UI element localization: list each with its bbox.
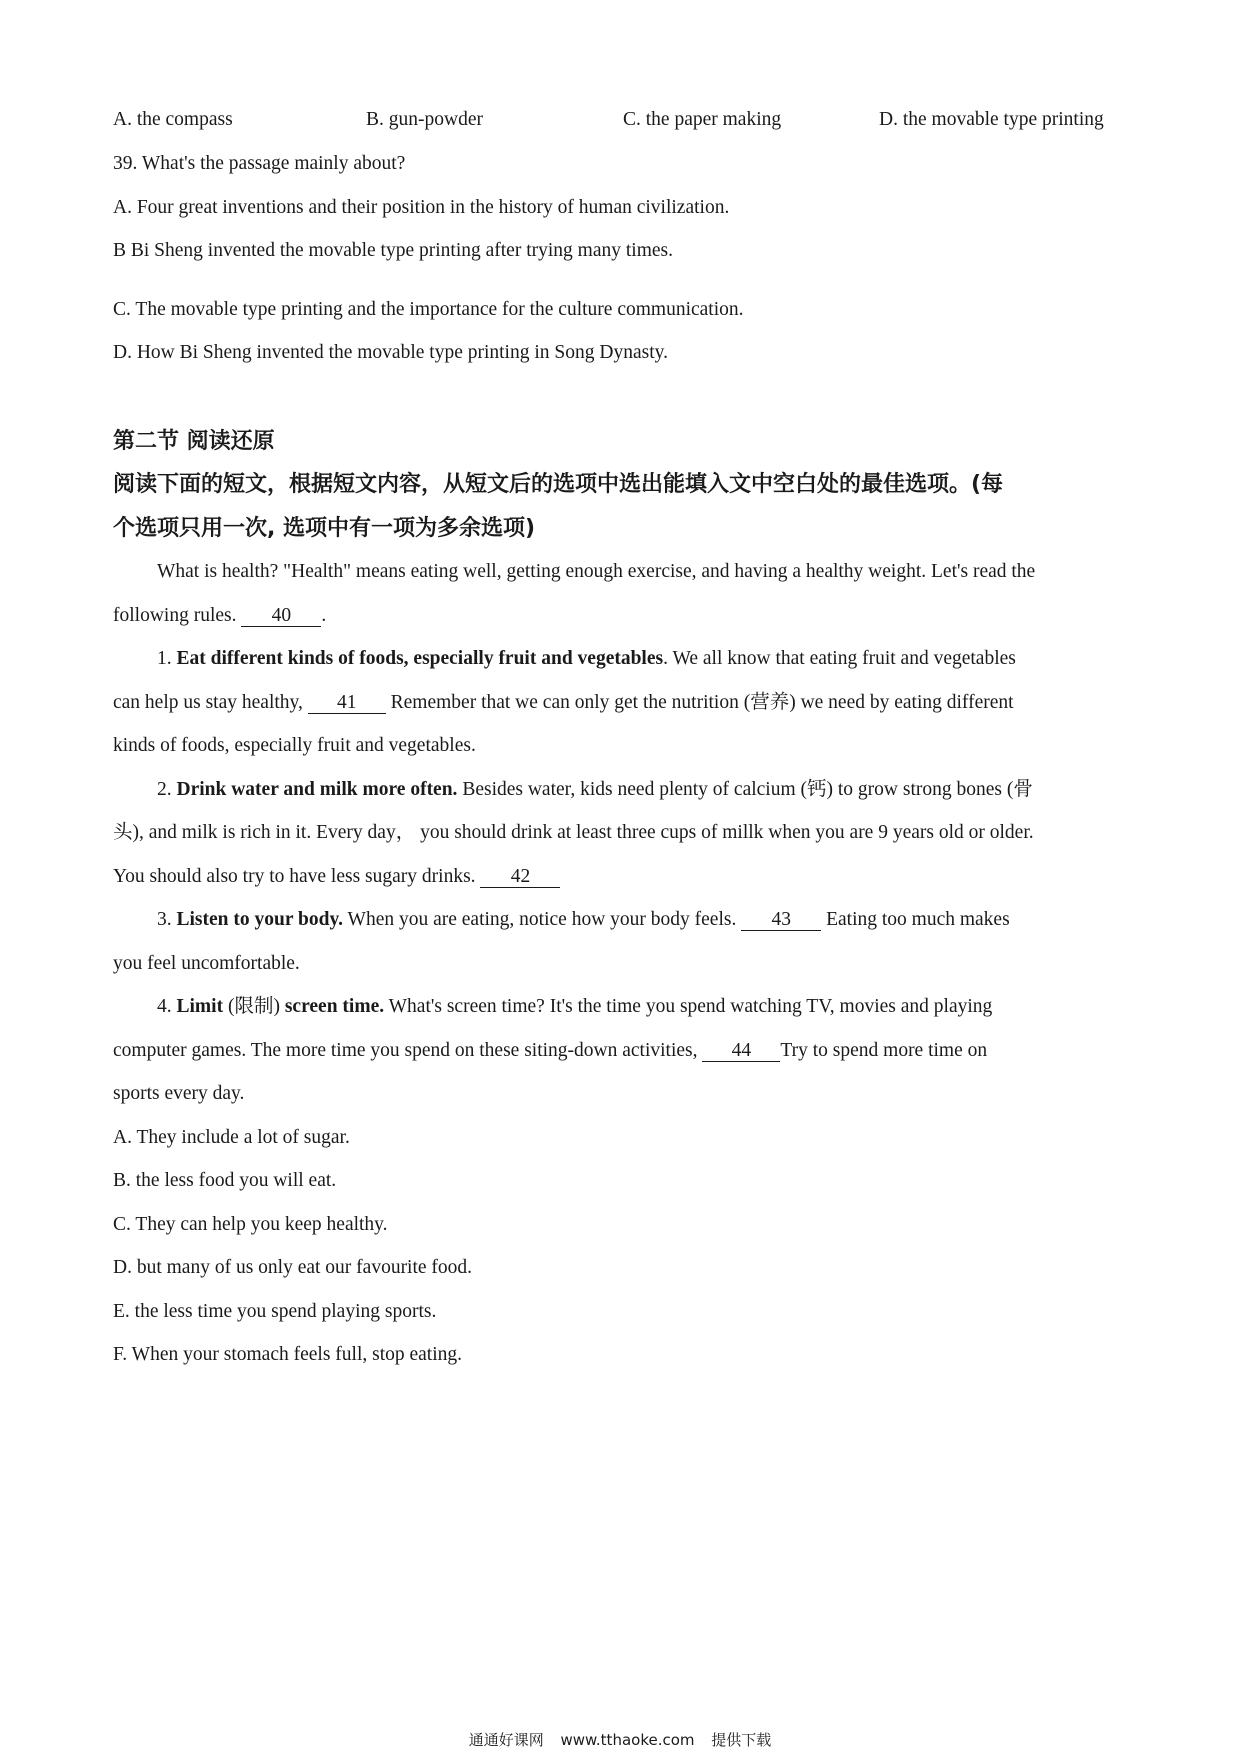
choice-e: E. the less time you spend playing sports. bbox=[113, 1301, 437, 1322]
rule-2-heading: Drink water and milk more often. bbox=[176, 779, 458, 800]
rule-2-line-2: 头), and milk is rich in it. Every day， you should drink at least three cups of millk when you are 9 years old or older. bbox=[113, 822, 1034, 843]
rule-4-line-3: sports every day. bbox=[113, 1083, 245, 1104]
footer-site-name: 通通好课网 bbox=[468, 1731, 544, 1749]
passage-text: Eating too much makes bbox=[821, 909, 1010, 930]
q39-option-b: B Bi Sheng invented the movable type printing after trying many times. bbox=[113, 240, 673, 261]
rule-4-line-2 bbox=[113, 1039, 987, 1063]
q38-option-a: A. the compass bbox=[113, 109, 233, 130]
q38-option-c: C. the paper making bbox=[623, 109, 782, 130]
passage-text: . We all know that eating fruit and vegetables bbox=[663, 648, 1016, 669]
passage-text: When you are eating, notice how your body feels. bbox=[343, 909, 742, 930]
page-footer bbox=[0, 1729, 1240, 1750]
rule-2-line-1 bbox=[113, 778, 1033, 802]
section-title: 第二节 阅读还原 bbox=[113, 429, 275, 454]
choice-d: D. but many of us only eat our favourite food. bbox=[113, 1257, 473, 1278]
blank-43: 43 bbox=[741, 909, 821, 931]
rule-2-line-3 bbox=[113, 865, 560, 889]
passage-text: following rules. bbox=[113, 605, 242, 626]
q39-option-a: A. Four great inventions and their position in the history of human civilization. bbox=[113, 197, 730, 218]
q39-option-c: C. The movable type printing and the importance for the culture communication. bbox=[113, 299, 744, 320]
rule-number: 1. bbox=[157, 648, 177, 669]
q38-option-d: D. the movable type printing bbox=[879, 109, 1104, 130]
rule-1-line-2 bbox=[113, 691, 1014, 715]
rule-number: 2. bbox=[157, 779, 177, 800]
passage-text: Remember that we can only get the nutrition (营养) we need by eating different bbox=[385, 692, 1014, 713]
choice-a: A. They include a lot of sugar. bbox=[113, 1127, 350, 1148]
choice-f: F. When your stomach feels full, stop eating. bbox=[113, 1344, 463, 1365]
rule-1-line-1 bbox=[113, 647, 1016, 671]
rule-1-heading: Eat different kinds of foods, especially fruit and vegetables bbox=[176, 648, 664, 669]
passage-intro-line-2 bbox=[113, 604, 326, 628]
passage-text: Besides water, kids need plenty of calcium (钙) to grow strong bones (骨 bbox=[457, 779, 1033, 800]
rule-3-line-2: you feel uncomfortable. bbox=[113, 953, 300, 974]
blank-40: 40 bbox=[241, 605, 321, 627]
rule-3-heading: Listen to your body. bbox=[176, 909, 344, 930]
blank-44: 44 bbox=[702, 1040, 780, 1062]
passage-text: (限制) bbox=[223, 996, 285, 1017]
passage-text: computer games. The more time you spend on these siting-down activities, bbox=[113, 1040, 703, 1061]
q39-option-d: D. How Bi Sheng invented the movable type printing in Song Dynasty. bbox=[113, 342, 668, 363]
rule-number: 3. bbox=[157, 909, 177, 930]
rule-3-line-1 bbox=[113, 908, 1010, 932]
rule-4-heading: screen time. bbox=[284, 996, 385, 1017]
footer-suffix: 提供下载 bbox=[711, 1731, 772, 1749]
passage-intro-line-1: What is health? "Health" means eating well, getting enough exercise, and having a healthy weight. Let's read the bbox=[157, 561, 1036, 582]
blank-41: 41 bbox=[308, 692, 386, 714]
choice-b: B. the less food you will eat. bbox=[113, 1170, 337, 1191]
passage-text: Try to spend more time on bbox=[780, 1040, 988, 1061]
passage-text: You should also try to have less sugary drinks. bbox=[113, 866, 481, 887]
passage-text: . bbox=[321, 605, 327, 626]
q39-question: 39. What's the passage mainly about? bbox=[113, 153, 406, 174]
q38-option-b: B. gun-powder bbox=[366, 109, 483, 130]
rule-1-line-3: kinds of foods, especially fruit and vegetables. bbox=[113, 735, 476, 756]
choice-c: C. They can help you keep healthy. bbox=[113, 1214, 388, 1235]
section-instruction-line-1: 阅读下面的短文，根据短文内容，从短文后的选项中选出能填入文中空白处的最佳选项。(每 bbox=[113, 472, 1004, 497]
section-instruction-line-2: 个选项只用一次, 选项中有一项为多余选项) bbox=[113, 516, 536, 541]
passage-text: can help us stay healthy, bbox=[113, 692, 308, 713]
passage-text: What's screen time? It's the time you spend watching TV, movies and playing bbox=[384, 996, 993, 1017]
rule-number: 4. bbox=[157, 996, 177, 1017]
footer-url: www.tthaoke.com bbox=[560, 1731, 695, 1749]
rule-4-line-1 bbox=[113, 995, 992, 1019]
rule-4-heading: Limit bbox=[176, 996, 224, 1017]
blank-42: 42 bbox=[480, 866, 560, 888]
